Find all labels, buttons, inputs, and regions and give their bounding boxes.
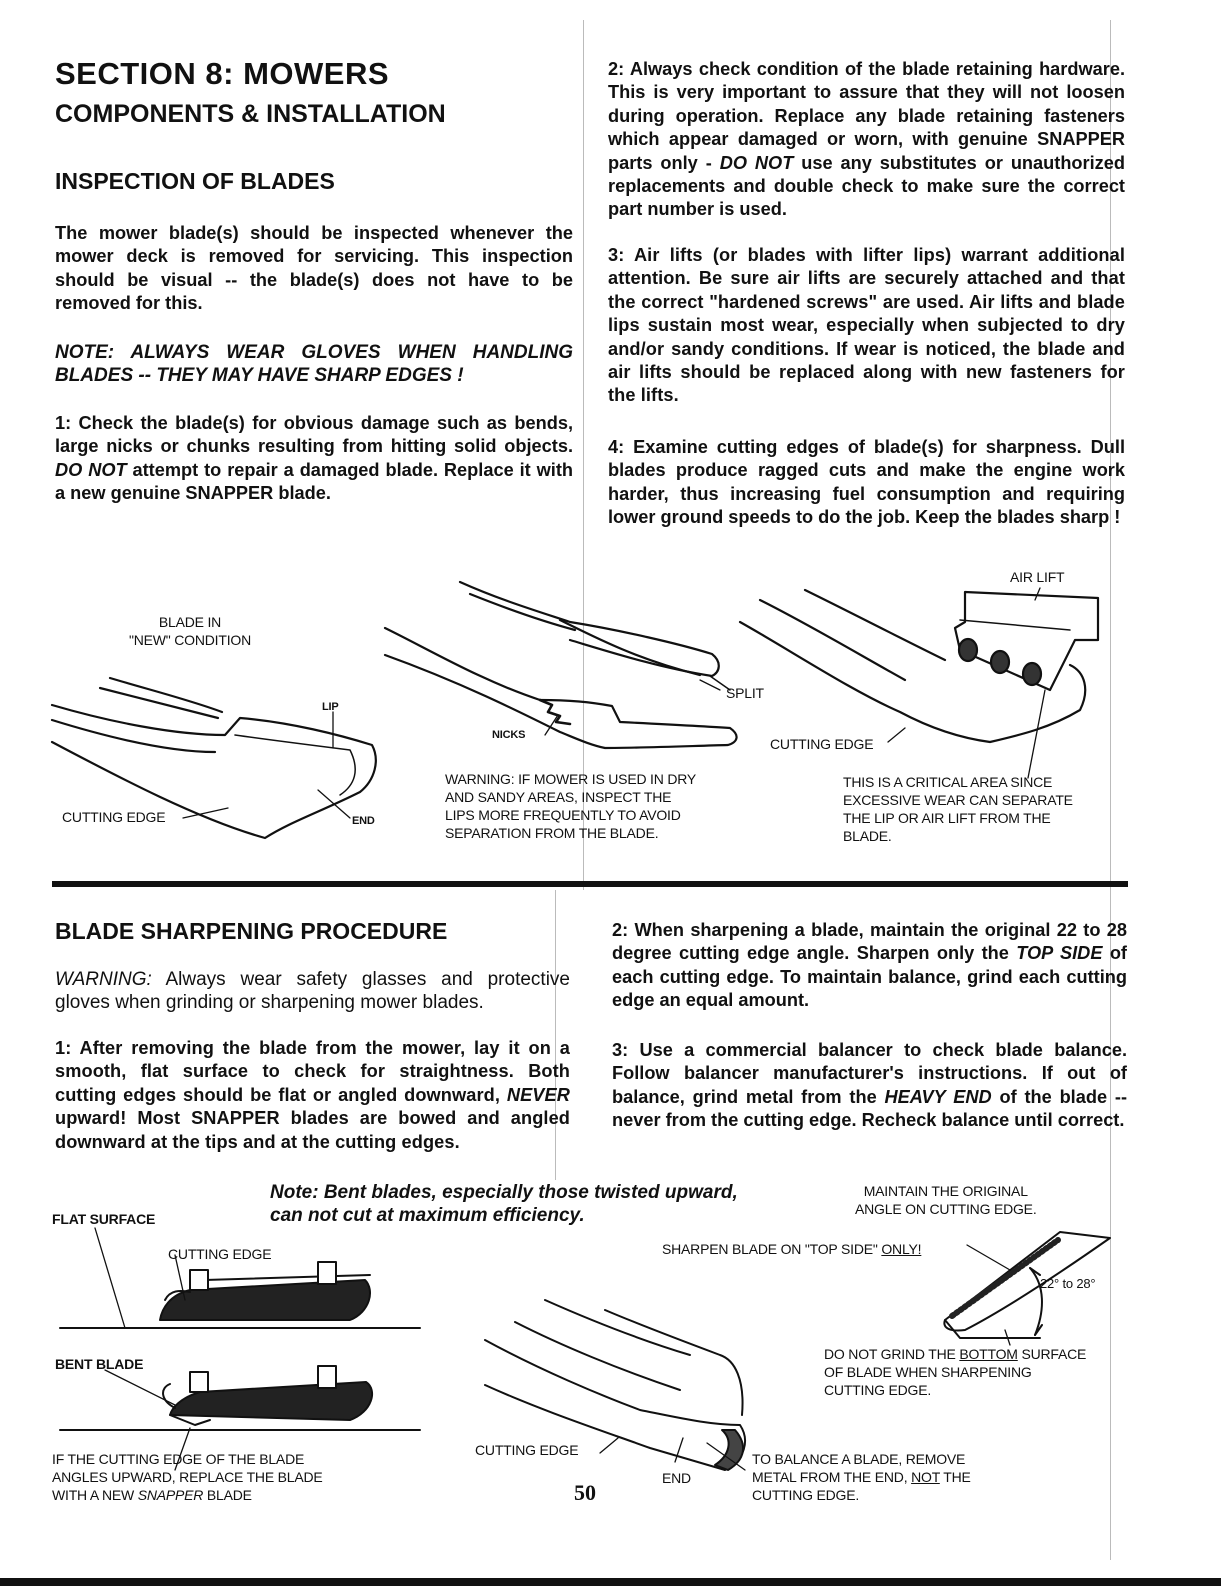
gloves-note: NOTE: ALWAYS WEAR GLOVES WHEN HANDLING BLADES -- THEY MAY HAVE SHARP EDGES ! [55, 342, 573, 387]
lip-label: LIP [322, 701, 339, 713]
sharpen-step-1-text-a: 1: After removing the blade from the mower, lay it on a smooth, flat surface to check for straightness. Both cutting edges should be flat or angled downward, [55, 1038, 570, 1105]
section-title: SECTION 8: MOWERS [55, 56, 390, 91]
balance-blade-note [752, 1450, 971, 1504]
angle-range-label: 22° to 28° [1040, 1276, 1096, 1291]
sharpen-step-2-text-a: 2: When sharpening a blade, maintain the original 22 to 28 degree cutting edge angle. Sharpen only the [612, 920, 1127, 964]
replace-line-3-brand: SNAPPER [137, 1487, 204, 1503]
sharpen-step-1-text-b: upward! Most SNAPPER blades are bowed and angled downward at the tips and at the cutting edges. [55, 1108, 570, 1152]
step-2-emphasis: DO NOT [719, 152, 794, 173]
replace-line-1: IF THE CUTTING EDGE OF THE BLADE [52, 1451, 305, 1467]
step-1-emphasis: DO NOT [55, 459, 127, 480]
no-grind-line-1-a: DO NOT GRIND THE [824, 1346, 960, 1362]
blade-new-label-line1: BLADE IN [158, 614, 222, 630]
inspection-intro: The mower blade(s) should be inspected whenever the mower deck is removed for servicing. This inspection should be visual -- the blade(s) does not have to be removed for this. [55, 223, 573, 314]
bent-blade-label: BENT BLADE [55, 1356, 144, 1372]
section-subtitle: COMPONENTS & INSTALLATION [55, 100, 446, 128]
step-1-text-a: 1: Check the blade(s) for obvious damage such as bends, large nicks or chunks resulting from hitting solid objects. [55, 413, 573, 457]
critical-line: THIS IS A CRITICAL AREA SINCE [843, 774, 1053, 790]
warning-line: WARNING: IF MOWER IS USED IN DRY [445, 771, 697, 787]
step-2-text-b: use any substitutes or unauthorized replacements and double check to make sure the correct part number is used. [608, 152, 1125, 220]
maintain-line-2: ANGLE ON CUTTING EDGE. [855, 1201, 1037, 1217]
balance-line-2-not: NOT [911, 1469, 940, 1485]
cutting-edge-label-left: CUTTING EDGE [62, 809, 166, 825]
no-grind-line-2: OF BLADE WHEN SHARPENING [824, 1364, 1032, 1380]
balance-line-2-a: METAL FROM THE END, [752, 1469, 912, 1485]
sharpen-top-only: ONLY! [881, 1241, 922, 1257]
inspection-heading: INSPECTION OF BLADES [55, 168, 335, 194]
end-label-bottom: END [662, 1470, 691, 1486]
inspection-step-3: 3: Air lifts (or blades with lifter lips) warrant additional attention. Be sure air lifts are securely attached and that the correct "hardened screws" are used. Air lifts and blade lips sustain most wear, especially when subjected to dry and/or sandy conditions. If wear is noticed, the blade and air lifts should be replaced along with new fasteners for the lifts. [608, 245, 1125, 406]
no-grind-line-1 [824, 1345, 1086, 1363]
sharpen-step-1-emphasis: NEVER [506, 1084, 570, 1105]
sharpen-step-3-emphasis: HEAVY END [884, 1086, 992, 1107]
maintain-angle-note [855, 1182, 1037, 1218]
balance-line-2 [752, 1468, 971, 1486]
sharpening-heading: BLADE SHARPENING PROCEDURE [55, 918, 448, 944]
critical-line: EXCESSIVE WEAR CAN SEPARATE [843, 792, 1073, 808]
warning-text: Always wear safety glasses and protective gloves when grinding or sharpening mower blades. [55, 969, 570, 1014]
sharpen-step-2-emphasis: TOP SIDE [1016, 943, 1103, 964]
warning-line: SEPARATION FROM THE BLADE. [445, 825, 659, 841]
warning-label: WARNING: [55, 969, 152, 990]
sharpen-step-2-text-b: of each cutting edge. To maintain balance, grind each cutting edge an equal amount. [612, 943, 1127, 1011]
balance-line-1: TO BALANCE A BLADE, REMOVE [752, 1451, 966, 1467]
balance-line-3: CUTTING EDGE. [752, 1487, 860, 1503]
no-grind-line-3: CUTTING EDGE. [824, 1382, 932, 1398]
air-lift-label: AIR LIFT [1010, 569, 1065, 585]
critical-line: THE LIP OR AIR LIFT FROM THE [843, 810, 1051, 826]
maintain-line-1: MAINTAIN THE ORIGINAL [863, 1183, 1028, 1199]
step-2-text-a: 2: Always check condition of the blade retaining hardware. This is very important to assure that they will not loosen during operation. Replace any blade retaining fasteners which appear damaged or worn, with genuine SNAPPER parts only - [608, 59, 1125, 173]
replace-blade-note [52, 1450, 323, 1504]
sharpen-step-3-text-b: of the blade -- never from the cutting edge. Recheck balance until correct. [612, 1086, 1127, 1131]
replace-line-3-a: WITH A NEW [52, 1487, 138, 1503]
sharpen-step-3-text-a: 3: Use a commercial balancer to check blade balance. Follow balancer manufacturer's instructions. If out of balance, grind metal from the [612, 1040, 1127, 1107]
cutting-edge-label-right: CUTTING EDGE [770, 736, 874, 752]
blade-new-label-line2: "NEW" CONDITION [128, 632, 252, 648]
sharpen-top-side-label [662, 1240, 921, 1258]
note-line-2: can not cut at maximum efficiency. [270, 1205, 585, 1226]
balance-line-2-b: THE [939, 1469, 971, 1485]
warning-line: LIPS MORE FREQUENTLY TO AVOID [445, 807, 681, 823]
no-grind-line-1-bottom: BOTTOM [959, 1346, 1018, 1362]
do-not-grind-note [824, 1345, 1086, 1399]
inspection-step-4: 4: Examine cutting edges of blade(s) for sharpness. Dull blades produce ragged cuts and make the engine work harder, thus increasing fuel consumption and requiring lower ground speeds to do the job. Keep the blades sharp ! [608, 437, 1125, 528]
flat-surface-label: FLAT SURFACE [52, 1211, 156, 1227]
sharpen-top-a: SHARPEN BLADE ON "TOP SIDE" [662, 1241, 882, 1257]
nicks-label: NICKS [492, 729, 526, 741]
no-grind-line-1-b: SURFACE [1017, 1346, 1087, 1362]
split-label: SPLIT [726, 685, 764, 701]
replace-line-3-b: BLADE [203, 1487, 252, 1503]
step-1-text-b: attempt to repair a damaged blade. Replace it with a new genuine SNAPPER blade. [55, 459, 573, 504]
flat-blade-drawing [60, 1228, 420, 1328]
warning-line: AND SANDY AREAS, INSPECT THE [445, 789, 672, 805]
replace-line-2: ANGLES UPWARD, REPLACE THE BLADE [52, 1469, 323, 1485]
page-bottom-edge [0, 1578, 1221, 1586]
page-number: 50 [574, 1480, 596, 1505]
note-line-1: Note: Bent blades, especially those twisted upward, [270, 1182, 738, 1203]
end-label: END [352, 815, 375, 827]
replace-line-3 [52, 1486, 323, 1504]
critical-line: BLADE. [843, 828, 892, 844]
cutting-edge-label-mid: CUTTING EDGE [475, 1442, 579, 1458]
cutting-edge-label-top: CUTTING EDGE [168, 1246, 272, 1262]
